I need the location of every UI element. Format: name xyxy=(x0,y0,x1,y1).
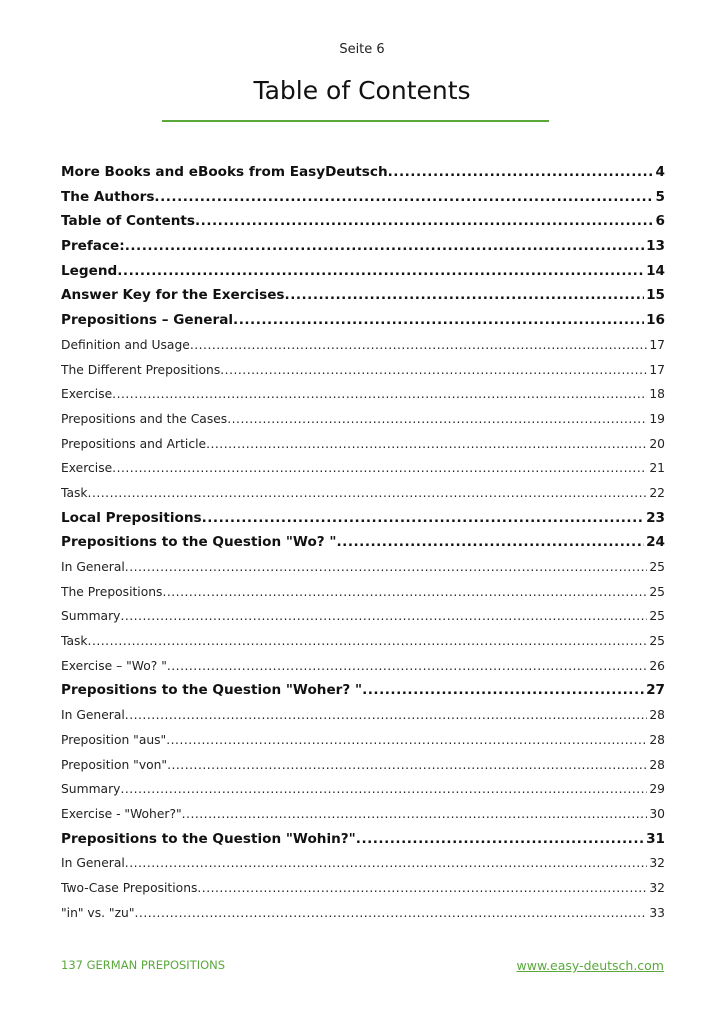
toc-entry-page-number: 17 xyxy=(649,337,665,352)
toc-entry-page-number: 33 xyxy=(649,905,665,920)
toc-entry-section[interactable] xyxy=(61,555,665,580)
toc-entry-page-number: 25 xyxy=(649,609,665,624)
toc-entry-page-number: 16 xyxy=(646,312,665,329)
toc-dot-leader xyxy=(88,629,648,654)
toc-entry-chapter[interactable] xyxy=(61,678,665,703)
toc-entry-label: Exercise - "Woher?" xyxy=(61,806,182,821)
toc-entry-label: Definition and Usage xyxy=(61,337,190,352)
toc-entry-section[interactable] xyxy=(61,901,665,926)
toc-entry-chapter[interactable] xyxy=(61,308,665,333)
toc-dot-leader xyxy=(362,678,644,703)
toc-entry-page-number: 31 xyxy=(646,830,665,847)
toc-entry-label: Exercise xyxy=(61,461,113,476)
footer-book-title: 137 GERMAN PREPOSITIONS xyxy=(61,958,226,972)
toc-dot-leader xyxy=(337,530,645,555)
toc-entry-section[interactable] xyxy=(61,802,665,827)
toc-entry-section[interactable] xyxy=(61,382,665,407)
toc-entry-section[interactable] xyxy=(61,432,665,457)
toc-dot-leader xyxy=(167,753,647,778)
toc-entry-page-number: 26 xyxy=(649,658,665,673)
toc-dot-leader xyxy=(182,802,648,827)
toc-entry-label: In General xyxy=(61,560,125,574)
toc-entry-section[interactable] xyxy=(61,777,665,802)
toc-dot-leader xyxy=(388,160,654,185)
toc-entry-section[interactable] xyxy=(61,728,665,753)
toc-entry-section[interactable] xyxy=(61,407,665,432)
toc-entry-section[interactable] xyxy=(61,333,665,358)
toc-entry-chapter[interactable] xyxy=(61,209,665,234)
toc-dot-leader xyxy=(162,580,647,605)
toc-entry-page-number: 18 xyxy=(649,387,665,402)
toc-dot-leader xyxy=(125,555,648,580)
toc-entry-label: Task xyxy=(61,485,88,500)
toc-dot-leader xyxy=(220,358,647,383)
toc-dot-leader xyxy=(227,407,647,432)
toc-entry-label: Prepositions to the Question "Wohin?" xyxy=(61,830,356,847)
toc-entry-label: Preposition "von" xyxy=(61,757,168,772)
toc-entry-section[interactable] xyxy=(61,604,665,629)
title-underline xyxy=(162,120,549,122)
toc-dot-leader xyxy=(120,604,647,629)
toc-entry-label: Prepositions to the Question "Wo? " xyxy=(61,534,337,551)
toc-entry-label: Summary xyxy=(61,782,121,797)
toc-entry-chapter[interactable] xyxy=(61,185,665,210)
toc-dot-leader xyxy=(125,703,648,728)
toc-entry-label: Prepositions – General xyxy=(61,312,234,329)
toc-entry-label: Legend xyxy=(61,262,118,279)
toc-entry-section[interactable] xyxy=(61,456,665,481)
toc-entry-page-number: 25 xyxy=(649,560,665,574)
toc-entry-page-number: 28 xyxy=(649,708,665,723)
toc-entry-page-number: 23 xyxy=(646,509,665,526)
toc-entry-label: Prepositions and Article xyxy=(61,436,207,451)
toc-entry-section[interactable] xyxy=(61,481,665,506)
toc-entry-label: The Different Prepositions xyxy=(61,362,221,377)
toc-entry-section[interactable] xyxy=(61,851,665,876)
toc-entry-label: The Authors xyxy=(61,188,155,205)
page-title: Table of Contents xyxy=(253,76,471,105)
toc-dot-leader xyxy=(117,259,644,284)
toc-entry-page-number: 25 xyxy=(649,634,665,649)
toc-entry-page-number: 25 xyxy=(649,584,665,599)
toc-entry-page-number: 32 xyxy=(649,880,665,895)
toc-entry-page-number: 4 xyxy=(655,164,665,180)
toc-entry-label: In General xyxy=(61,708,125,723)
toc-entry-page-number: 13 xyxy=(646,238,665,255)
toc-entry-page-number: 22 xyxy=(649,485,665,500)
toc-dot-leader xyxy=(190,333,648,358)
toc-dot-leader xyxy=(125,851,648,876)
toc-entry-page-number: 5 xyxy=(655,188,665,205)
toc-entry-chapter[interactable] xyxy=(61,283,665,308)
toc-entry-page-number: 20 xyxy=(649,436,665,451)
toc-entry-page-number: 6 xyxy=(655,213,665,230)
toc-entry-label: Exercise – "Wo? " xyxy=(61,658,167,673)
toc-entry-label: Preposition "aus" xyxy=(61,732,167,747)
toc-entry-page-number: 28 xyxy=(649,757,665,772)
toc-entry-page-number: 14 xyxy=(646,262,665,279)
toc-entry-page-number: 30 xyxy=(649,806,665,821)
toc-entry-section[interactable] xyxy=(61,654,665,679)
toc-dot-leader xyxy=(166,728,647,753)
toc-entry-label: Prepositions to the Question "Woher? " xyxy=(61,682,363,699)
toc-entry-page-number: 29 xyxy=(649,782,665,797)
toc-entry-label: Task xyxy=(61,634,88,649)
toc-entry-label: Local Prepositions xyxy=(61,509,202,526)
toc-entry-label: Two-Case Prepositions xyxy=(61,880,198,895)
toc-entry-label: Exercise xyxy=(61,387,113,402)
toc-entry-chapter[interactable] xyxy=(61,234,665,259)
toc-dot-leader xyxy=(195,209,654,234)
toc-entry-label: More Books and eBooks from EasyDeutsch xyxy=(61,164,388,180)
toc-entry-page-number: 24 xyxy=(646,534,665,551)
toc-entry-section[interactable] xyxy=(61,703,665,728)
toc-dot-leader xyxy=(88,481,648,506)
toc-dot-leader xyxy=(112,382,647,407)
toc-entry-page-number: 19 xyxy=(649,411,665,426)
table-of-contents xyxy=(61,160,665,925)
toc-entry-chapter[interactable] xyxy=(61,259,665,284)
toc-entry-chapter[interactable] xyxy=(61,530,665,555)
page-number-label: Seite 6 xyxy=(339,42,385,57)
toc-entry-section[interactable] xyxy=(61,358,665,383)
toc-entry-page-number: 21 xyxy=(649,461,665,476)
toc-entry-section[interactable] xyxy=(61,753,665,778)
toc-entry-label: Answer Key for the Exercises xyxy=(61,287,285,304)
toc-entry-label: Preface: xyxy=(61,238,125,255)
toc-entry-page-number: 27 xyxy=(646,682,665,699)
toc-entry-label: In General xyxy=(61,856,125,871)
toc-entry-label: The Prepositions xyxy=(61,584,163,599)
toc-entry-section[interactable] xyxy=(61,876,665,901)
toc-entry-page-number: 15 xyxy=(646,287,665,304)
toc-entry-chapter[interactable] xyxy=(61,506,665,531)
toc-dot-leader xyxy=(285,283,645,308)
toc-dot-leader xyxy=(154,185,653,210)
toc-entry-section[interactable] xyxy=(61,629,665,654)
toc-dot-leader xyxy=(112,456,647,481)
toc-dot-leader xyxy=(197,876,647,901)
toc-entry-label: Table of Contents xyxy=(61,213,195,230)
toc-entry-label: Prepositions and the Cases xyxy=(61,411,228,426)
toc-entry-page-number: 32 xyxy=(649,856,665,871)
toc-dot-leader xyxy=(206,432,647,457)
toc-dot-leader xyxy=(125,234,644,259)
toc-dot-leader xyxy=(233,308,644,333)
toc-entry-section[interactable] xyxy=(61,580,665,605)
toc-dot-leader xyxy=(135,901,648,926)
toc-dot-leader xyxy=(167,654,647,679)
toc-entry-page-number: 17 xyxy=(649,362,665,377)
toc-dot-leader xyxy=(120,777,647,802)
toc-dot-leader xyxy=(202,506,644,531)
toc-entry-label: "in" vs. "zu" xyxy=(61,905,135,920)
toc-entry-page-number: 28 xyxy=(649,732,665,747)
toc-entry-chapter[interactable] xyxy=(61,827,665,852)
toc-entry-chapter[interactable] xyxy=(61,160,665,185)
toc-dot-leader xyxy=(356,827,644,852)
footer-website-link[interactable]: www.easy-deutsch.com xyxy=(516,958,664,973)
toc-entry-label: Summary xyxy=(61,609,121,624)
